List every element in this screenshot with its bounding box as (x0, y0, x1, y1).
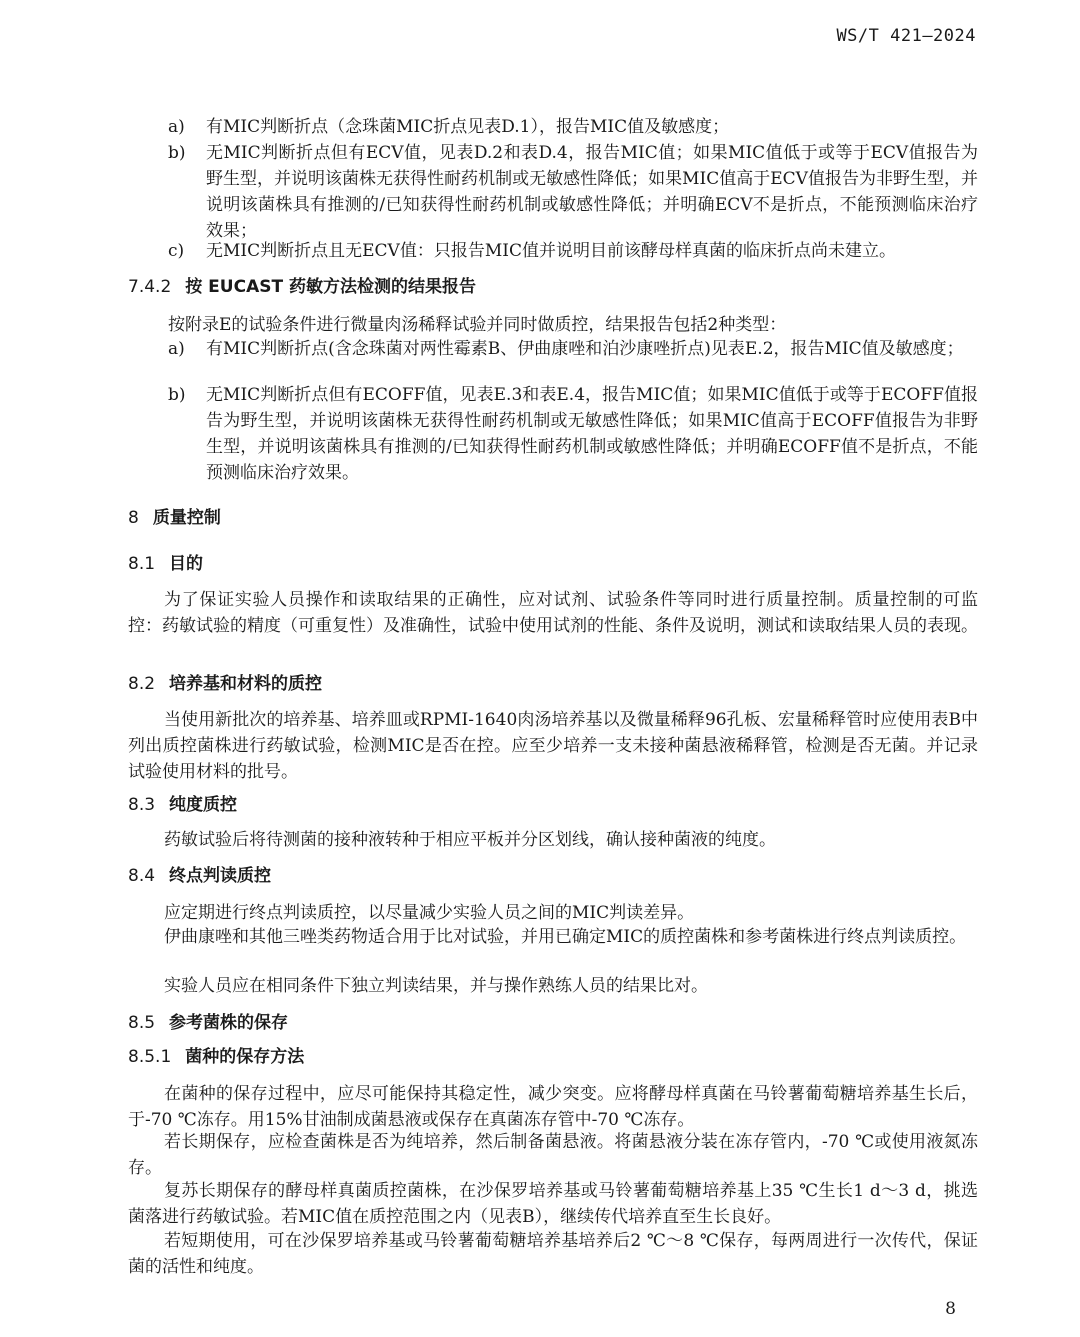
intro-paragraph: 按附录E的试验条件进行微量肉汤稀释试验并同时做质控，结果报告包括2种类型： (168, 315, 787, 335)
section-title: 培养基和材料的质控 (169, 674, 323, 694)
list-item-b (168, 140, 978, 244)
section-heading-8-1 (128, 551, 203, 577)
list-label: b) (168, 143, 186, 163)
section-title: 菌种的保存方法 (185, 1047, 305, 1067)
section-title: 质量控制 (152, 508, 221, 528)
section-title: 纯度质控 (169, 795, 238, 815)
list-text: 有MIC判断折点（念珠菌MIC折点见表D.1），报告MIC值及敏感度； (206, 117, 730, 137)
paragraph: 当使用新批次的培养基、培养皿或RPMI-1640肉汤培养基以及微量稀释96孔板、宏量稀释管时应使用表B中列出质控菌株进行药敏试验，检测MIC是否在控。应至少培养一支未接种菌悬液稀释管，检测是否无菌。并记录试验使用材料的批号。 (128, 710, 978, 782)
section-number: 8.4 (128, 866, 156, 886)
paragraph: 药敏试验后将待测菌的接种液转种于相应平板并分区划线，确认接种菌液的纯度。 (164, 830, 776, 850)
section-number: 8.5.1 (128, 1047, 172, 1067)
list-label: b) (168, 385, 186, 405)
paragraph: 伊曲康唑和其他三唑类药物适合用于比对试验，并用已确定MIC的质控菌株和参考菌株进行终点判读质控。 (164, 927, 967, 947)
paragraph: 若短期使用，可在沙保罗培养基或马铃薯葡萄糖培养基培养后2 ℃～8 ℃保存，每两周进行一次传代，保证菌的活性和纯度。 (128, 1231, 978, 1277)
section-number: 8 (128, 508, 139, 528)
section-number: 8.5 (128, 1013, 156, 1033)
list-item-b (168, 382, 978, 486)
section-number: 8.3 (128, 795, 156, 815)
paragraph: 为了保证实验人员操作和读取结果的正确性，应对试剂、试验条件等同时进行质量控制。质量控制的可监控：药敏试验的精度（可重复性）及准确性，试验中使用试剂的性能、条件及说明，测试和读取结果人员的表现。 (128, 590, 978, 636)
paragraph: 应定期进行终点判读质控，以尽量减少实验人员之间的MIC判读差异。 (164, 903, 695, 923)
list-text: 无MIC判断折点但有ECOFF值，见表E.3和表E.4，报告MIC值；如果MIC值低于或等于ECOFF值报告为野生型，并说明该菌株无获得性耐药机制或无敏感性降低；如果MIC值高于ECOFF值报告为非野生型，并说明该菌株具有推测的/已知获得性耐药机制或敏感性降低；并明确ECOFF值不是折点，不能预测临床治疗效果。 (206, 385, 978, 483)
list-item-c (168, 238, 976, 264)
section-heading-8-5-1 (128, 1044, 304, 1070)
section-title: 终点判读质控 (169, 866, 272, 886)
section-title: 目的 (169, 554, 204, 574)
list-text: 无MIC判断折点且无ECV值：只报告MIC值并说明目前该酵母样真菌的临床折点尚未建立。 (206, 241, 896, 261)
section-heading-8-5 (128, 1010, 288, 1036)
section-title: 参考菌株的保存 (169, 1013, 289, 1033)
list-label: a) (168, 339, 185, 359)
list-label: c) (168, 241, 185, 261)
document-id: WS/T 421—2024 (836, 26, 976, 46)
list-label: a) (168, 117, 185, 137)
page-number: 8 (945, 1299, 956, 1319)
list-text: 有MIC判断折点(含念珠菌对两性霉素B、伊曲康唑和泊沙康唑折点)见表E.2，报告MIC值及敏感度； (206, 339, 964, 359)
section-heading-8 (128, 505, 221, 531)
paragraph: 实验人员应在相同条件下独立判读结果，并与操作熟练人员的结果比对。 (164, 976, 708, 996)
section-number: 8.2 (128, 674, 156, 694)
list-item-a (168, 114, 976, 140)
paragraph: 复苏长期保存的酵母样真菌质控菌株，在沙保罗培养基或马铃薯葡萄糖培养基上35 ℃生长1 d～3 d，挑选菌落进行药敏试验。若MIC值在质控范围之内（见表B），继续传代培养直至生长良好。 (128, 1181, 978, 1227)
section-heading-8-4 (128, 863, 271, 889)
list-item-a (168, 336, 978, 362)
section-title: 按 EUCAST 药敏方法检测的结果报告 (185, 277, 476, 297)
section-heading-8-2 (128, 671, 322, 697)
section-number: 8.1 (128, 554, 156, 574)
section-number: 7.4.2 (128, 277, 172, 297)
section-heading-8-3 (128, 792, 237, 818)
paragraph: 若长期保存，应检查菌株是否为纯培养，然后制备菌悬液。将菌悬液分装在冻存管内，-70 ℃或使用液氮冻存。 (128, 1132, 978, 1178)
section-heading-7-4-2 (128, 274, 476, 300)
paragraph: 在菌种的保存过程中，应尽可能保持其稳定性，减少突变。应将酵母样真菌在马铃薯葡萄糖培养基生长后，于-70 ℃冻存。用15%甘油制成菌悬液或保存在真菌冻存管中-70 ℃冻存。 (128, 1084, 978, 1130)
list-text: 无MIC判断折点但有ECV值，见表D.2和表D.4，报告MIC值；如果MIC值低于或等于ECV值报告为野生型，并说明该菌株无获得性耐药机制或无敏感性降低；如果MIC值高于ECV值报告为非野生型，并说明该菌株具有推测的/已知获得性耐药机制或敏感性降低；并明确ECV不是折点，不能预测临床治疗效果； (206, 143, 978, 241)
